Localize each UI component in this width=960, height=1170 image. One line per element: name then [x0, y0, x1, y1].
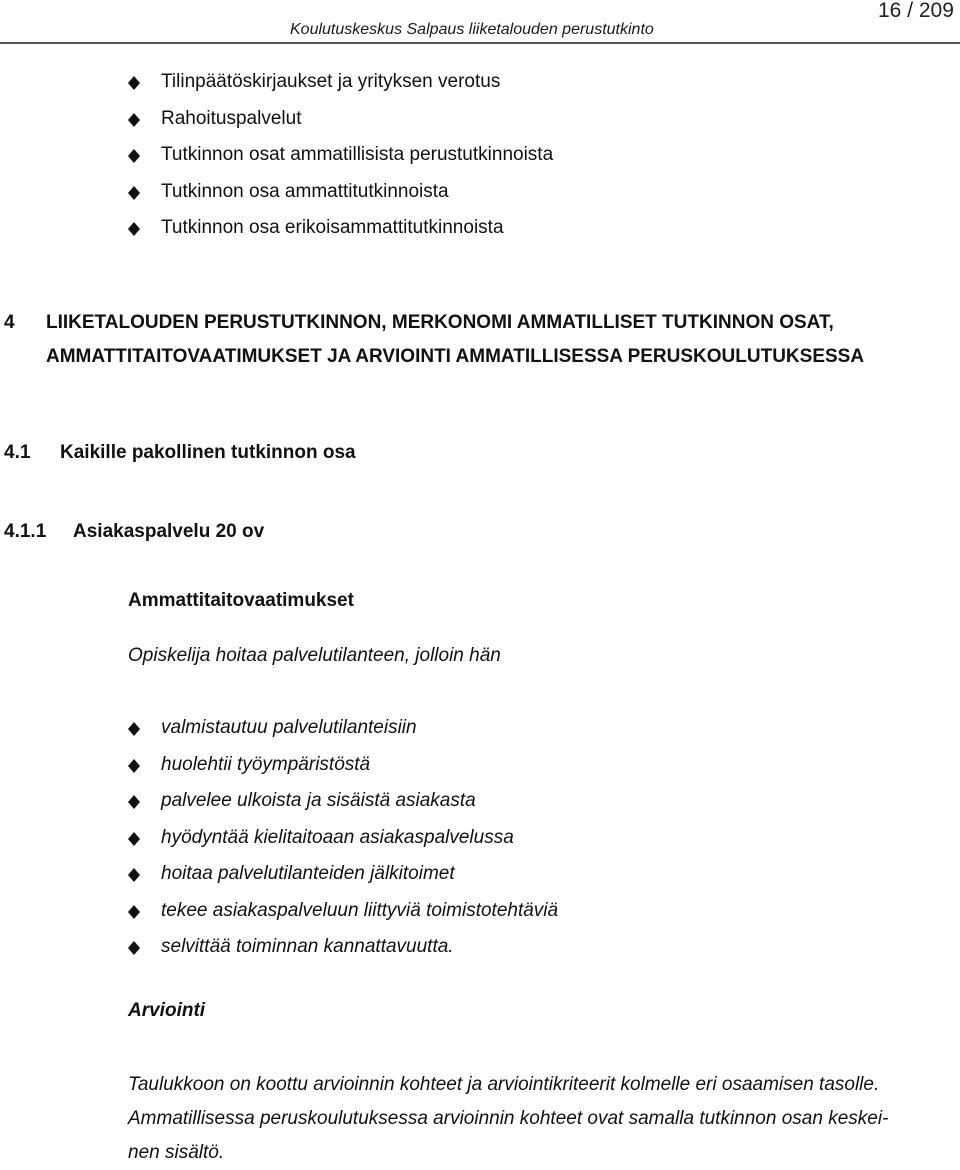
list-item-text: Tutkinnon osa ammattitutkinnoista: [161, 180, 449, 202]
list-item-text: palvelee ulkoista ja sisäistä asiakasta: [161, 790, 476, 811]
diamond-bullet-icon: [128, 795, 140, 809]
diamond-bullet-icon: [128, 832, 140, 846]
assessment-line: Ammatillisessa peruskoulutuksessa arvioinnin kohteet ovat samalla tutkinnon osan keskei-: [128, 1108, 889, 1129]
list-item-text: hyödyntää kielitaitoaan asiakaspalvelussa: [161, 826, 514, 848]
section-4-1-number: 4.1: [4, 442, 31, 463]
diamond-bullet-icon: [128, 222, 140, 236]
section-4-1-1-title: Asiakaspalvelu 20 ov: [73, 521, 265, 542]
diamond-bullet-icon: [128, 905, 140, 919]
section-4-1-title: Kaikille pakollinen tutkinnon osa: [60, 442, 356, 463]
section-4-title-line1: LIIKETALOUDEN PERUSTUTKINNON, MERKONOMI AMMATILLISET TUTKINNON OSAT,: [46, 312, 834, 333]
diamond-bullet-icon: [128, 941, 140, 955]
page-number: 16 / 209: [878, 0, 954, 22]
requirements-heading: Ammattitaitovaatimukset: [128, 590, 354, 611]
running-header-title: Koulutuskeskus Salpaus liiketalouden perustutkinto: [290, 21, 654, 38]
assessment-heading: Arviointi: [128, 1000, 206, 1021]
diamond-bullet-icon: [128, 113, 140, 127]
list-item-text: valmistautuu palvelutilanteisiin: [161, 717, 417, 738]
diamond-bullet-icon: [128, 186, 140, 200]
section-4-number: 4: [4, 312, 15, 333]
list-item-text: huolehtii työympäristöstä: [161, 753, 371, 775]
section-4-1-1-number: 4.1.1: [4, 521, 47, 542]
diamond-bullet-icon: [128, 76, 140, 90]
list-item-text: Rahoituspalvelut: [161, 107, 302, 129]
assessment-paragraph: [128, 1068, 888, 1170]
section-4-title-line2: AMMATTITAITOVAATIMUKSET JA ARVIOINTI AMMATILLISESSA PERUSKOULUTUKSESSA: [46, 346, 865, 367]
list-item-text: Tutkinnon osa erikoisammattitutkinnoista: [161, 217, 504, 238]
diamond-bullet-icon: [128, 149, 140, 163]
requirements-intro: Opiskelija hoitaa palvelutilanteen, jolloin hän: [128, 645, 501, 666]
list-item-text: Tutkinnon osat ammatillisista perustutkinnoista: [161, 144, 554, 165]
assessment-line: nen sisältö.: [128, 1142, 225, 1163]
diamond-bullet-icon: [128, 759, 140, 773]
list-item-text: selvittää toiminnan kannattavuutta.: [161, 936, 454, 957]
list-item-text: Tilinpäätöskirjaukset ja yrityksen verotus: [161, 71, 501, 92]
header-divider: [0, 42, 960, 44]
list-item-text: hoitaa palvelutilanteiden jälkitoimet: [161, 863, 455, 884]
diamond-bullet-icon: [128, 722, 140, 736]
assessment-line: Taulukkoon on koottu arvioinnin kohteet ja arviointikriteerit kolmelle eri osaamisen tasolle.: [128, 1074, 880, 1095]
list-item-text: tekee asiakaspalveluun liittyviä toimistotehtäviä: [161, 899, 559, 921]
diamond-bullet-icon: [128, 868, 140, 882]
